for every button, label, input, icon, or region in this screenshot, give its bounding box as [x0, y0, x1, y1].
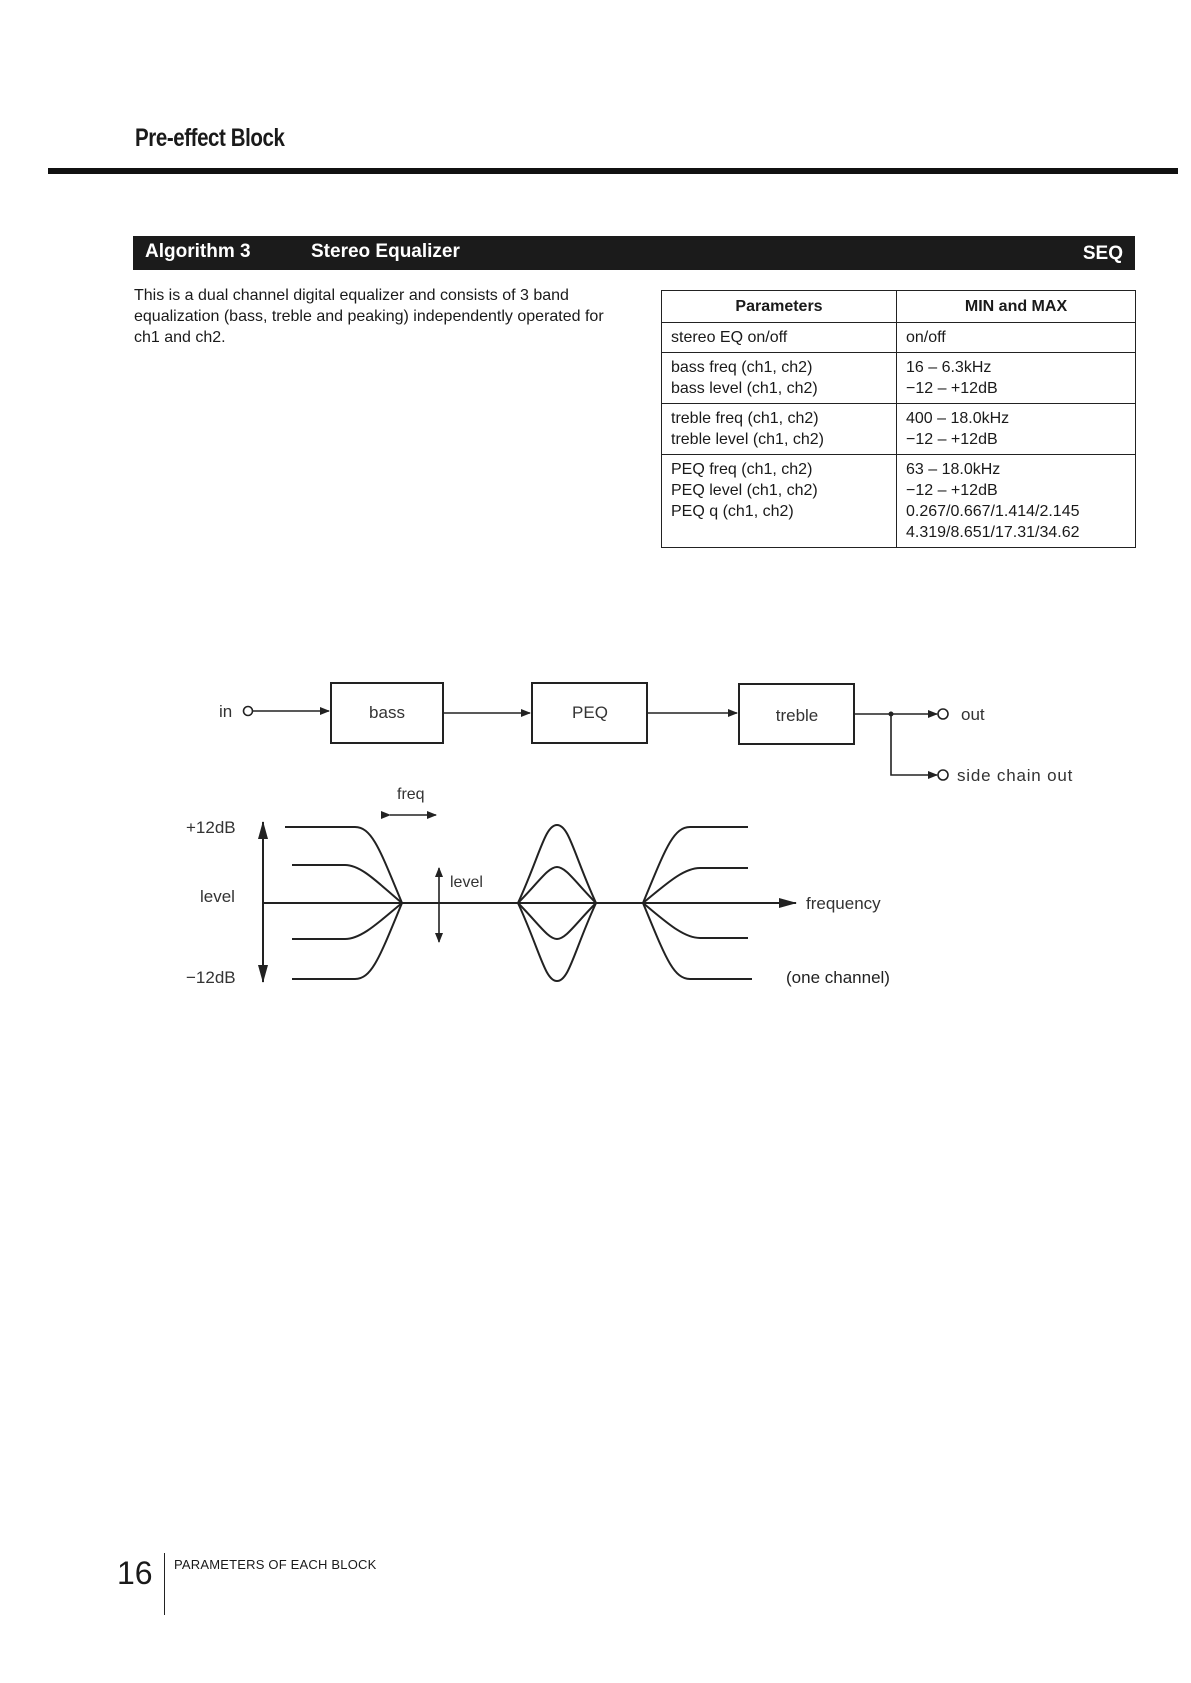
- input-terminal: [244, 707, 253, 716]
- eq-response-graph: [186, 786, 890, 987]
- param-range: 16 – 6.3kHz: [906, 359, 992, 376]
- side-chain-label: side chain out: [957, 766, 1074, 785]
- section-title: Pre-effect Block: [135, 124, 285, 152]
- channel-note: (one channel): [786, 968, 890, 987]
- footer-divider: [164, 1553, 165, 1615]
- param-name: stereo EQ on/off: [671, 329, 788, 346]
- bass-block-label: bass: [369, 703, 405, 722]
- param-range: 400 – 18.0kHz: [906, 410, 1010, 427]
- param-range: −12 – +12dB: [906, 482, 998, 499]
- param-name: PEQ q (ch1, ch2): [671, 503, 794, 520]
- peq-block-label: PEQ: [572, 703, 608, 722]
- out-label: out: [961, 705, 985, 724]
- param-range: −12 – +12dB: [906, 431, 998, 448]
- param-range: 0.267/0.667/1.414/2.145: [906, 503, 1080, 520]
- param-range: on/off: [906, 329, 946, 346]
- param-name: treble level (ch1, ch2): [671, 431, 824, 448]
- input-label: in: [219, 702, 233, 721]
- treble-block-label: treble: [775, 706, 819, 725]
- param-range: 4.319/8.651/17.31/34.62: [906, 524, 1080, 541]
- param-name: bass level (ch1, ch2): [671, 380, 818, 397]
- page-number: 16: [117, 1555, 153, 1591]
- algorithm-name: Stereo Equalizer: [311, 241, 460, 262]
- footer-text: PARAMETERS OF EACH BLOCK: [174, 1557, 377, 1572]
- side-chain-line: [891, 714, 937, 775]
- table-header-min-max: MIN and MAX: [897, 291, 1136, 323]
- level-inner-label: level: [450, 874, 483, 891]
- out-terminal: [938, 709, 948, 719]
- algorithm-code: SEQ: [1082, 243, 1123, 264]
- param-name: PEQ freq (ch1, ch2): [671, 461, 813, 478]
- freq-label: freq: [397, 786, 425, 803]
- param-name: bass freq (ch1, ch2): [671, 359, 813, 376]
- param-range: 63 – 18.0kHz: [906, 461, 1001, 478]
- plus-12db-label: +12dB: [186, 818, 236, 837]
- algorithm-number: Algorithm 3: [145, 241, 251, 262]
- param-name: treble freq (ch1, ch2): [671, 410, 819, 427]
- table-header-parameters: Parameters: [662, 291, 897, 323]
- param-name: PEQ level (ch1, ch2): [671, 482, 818, 499]
- description: This is a dual channel digital equalizer and consists of 3 band equalization (bass, treble and peaking) independently operated for ch1 and ch2.: [134, 287, 604, 346]
- frequency-label: frequency: [806, 894, 881, 913]
- side-chain-terminal: [938, 770, 948, 780]
- signal-chain: [219, 683, 1073, 785]
- level-axis-label: level: [200, 887, 235, 906]
- param-range: −12 – +12dB: [906, 380, 998, 397]
- minus-12db-label: −12dB: [186, 968, 236, 987]
